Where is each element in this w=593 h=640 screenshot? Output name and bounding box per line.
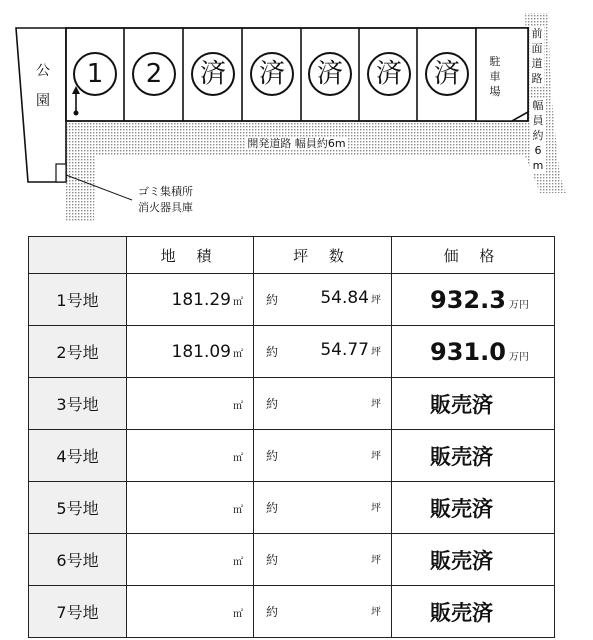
area-cell <box>127 586 254 638</box>
lot-name: 6号地 <box>29 534 127 586</box>
parking-label: 駐車場 <box>489 55 501 98</box>
tsubo-value: 54.77 <box>320 340 369 360</box>
price-cell <box>392 430 555 482</box>
price-cell <box>392 586 555 638</box>
sold-label: 販売済 <box>430 496 493 521</box>
area-unit: ㎡ <box>233 348 243 360</box>
approx-label: 約 <box>266 501 279 515</box>
tsubo-unit: 坪 <box>371 607 381 618</box>
lot-6-sold-marker: 済 <box>367 52 411 96</box>
tsubo-cell <box>254 326 392 378</box>
gomi-label-line1: ゴミ集積所 <box>138 185 193 198</box>
sold-label: 販売済 <box>430 444 493 469</box>
price-unit: 万円 <box>508 351 529 363</box>
approx-label: 約 <box>266 553 279 567</box>
lot-name: 1号地 <box>29 274 127 326</box>
header-area: 地 積 <box>127 237 254 274</box>
approx-label: 約 <box>266 605 279 619</box>
price-cell <box>392 482 555 534</box>
lot-3-sold-marker: 済 <box>191 52 235 96</box>
table-row <box>29 326 555 378</box>
lot-4-sold-marker: 済 <box>250 52 294 96</box>
price-value: 932.3 <box>430 285 506 314</box>
table-header-row <box>29 237 555 274</box>
tsubo-unit: 坪 <box>371 503 381 514</box>
lot-name: 4号地 <box>29 430 127 482</box>
approx-label: 約 <box>266 449 279 463</box>
table-row <box>29 430 555 482</box>
header-tsubo: 坪 数 <box>254 237 392 274</box>
price-unit: 万円 <box>508 299 529 311</box>
price-value: 931.0 <box>430 337 506 366</box>
table-row <box>29 534 555 586</box>
area-unit: ㎡ <box>233 296 243 308</box>
sold-label: 販売済 <box>430 392 493 417</box>
price-cell <box>392 378 555 430</box>
area-value: 181.09 <box>171 341 231 362</box>
tsubo-unit: 坪 <box>371 295 381 306</box>
tsubo-cell <box>254 482 392 534</box>
tsubo-cell <box>254 430 392 482</box>
gomi-box <box>56 164 66 182</box>
area-value: 181.29 <box>171 289 231 310</box>
front-road-width-label: 幅員約6m <box>532 99 544 172</box>
front-road-label: 前面道路 <box>531 27 543 85</box>
tsubo-unit: 坪 <box>371 399 381 410</box>
approx-label: 約 <box>266 345 279 359</box>
table-row <box>29 274 555 326</box>
header-price: 価 格 <box>392 237 555 274</box>
area-unit: ㎡ <box>233 608 243 620</box>
area-cell <box>127 534 254 586</box>
table-row <box>29 378 555 430</box>
tsubo-unit: 坪 <box>371 451 381 462</box>
area-cell <box>127 482 254 534</box>
lot-2-marker: 2 <box>132 52 176 96</box>
gomi-label-line2: 消火器具庫 <box>138 201 193 214</box>
parking-area <box>476 28 528 121</box>
area-cell <box>127 274 254 326</box>
tsubo-cell <box>254 586 392 638</box>
tsubo-unit: 坪 <box>371 555 381 566</box>
header-blank <box>29 237 127 274</box>
area-unit: ㎡ <box>233 452 243 464</box>
lot-1-marker: 1 <box>73 52 117 96</box>
tsubo-cell <box>254 274 392 326</box>
sold-label: 販売済 <box>430 600 493 625</box>
table-row <box>29 482 555 534</box>
gomi-label <box>138 184 193 216</box>
table-row <box>29 586 555 638</box>
lot-price-table <box>28 236 555 638</box>
park-label: 公園 <box>36 63 50 109</box>
site-plan-map <box>0 0 593 230</box>
area-unit: ㎡ <box>233 400 243 412</box>
dev-road-label: 開発道路 幅員約6m <box>247 137 346 150</box>
approx-label: 約 <box>266 293 279 307</box>
lot-name: 5号地 <box>29 482 127 534</box>
lot-name: 2号地 <box>29 326 127 378</box>
area-unit: ㎡ <box>233 504 243 516</box>
lot-name: 3号地 <box>29 378 127 430</box>
tsubo-cell <box>254 378 392 430</box>
lot-5-sold-marker: 済 <box>308 52 352 96</box>
area-unit: ㎡ <box>233 556 243 568</box>
approx-label: 約 <box>266 397 279 411</box>
tsubo-unit: 坪 <box>371 347 381 358</box>
tsubo-cell <box>254 534 392 586</box>
area-cell <box>127 430 254 482</box>
tsubo-value: 54.84 <box>320 288 369 308</box>
price-cell <box>392 534 555 586</box>
lot-name: 7号地 <box>29 586 127 638</box>
price-cell <box>392 326 555 378</box>
lot-7-sold-marker: 済 <box>425 52 469 96</box>
area-cell <box>127 326 254 378</box>
area-cell <box>127 378 254 430</box>
sold-label: 販売済 <box>430 548 493 573</box>
price-cell <box>392 274 555 326</box>
